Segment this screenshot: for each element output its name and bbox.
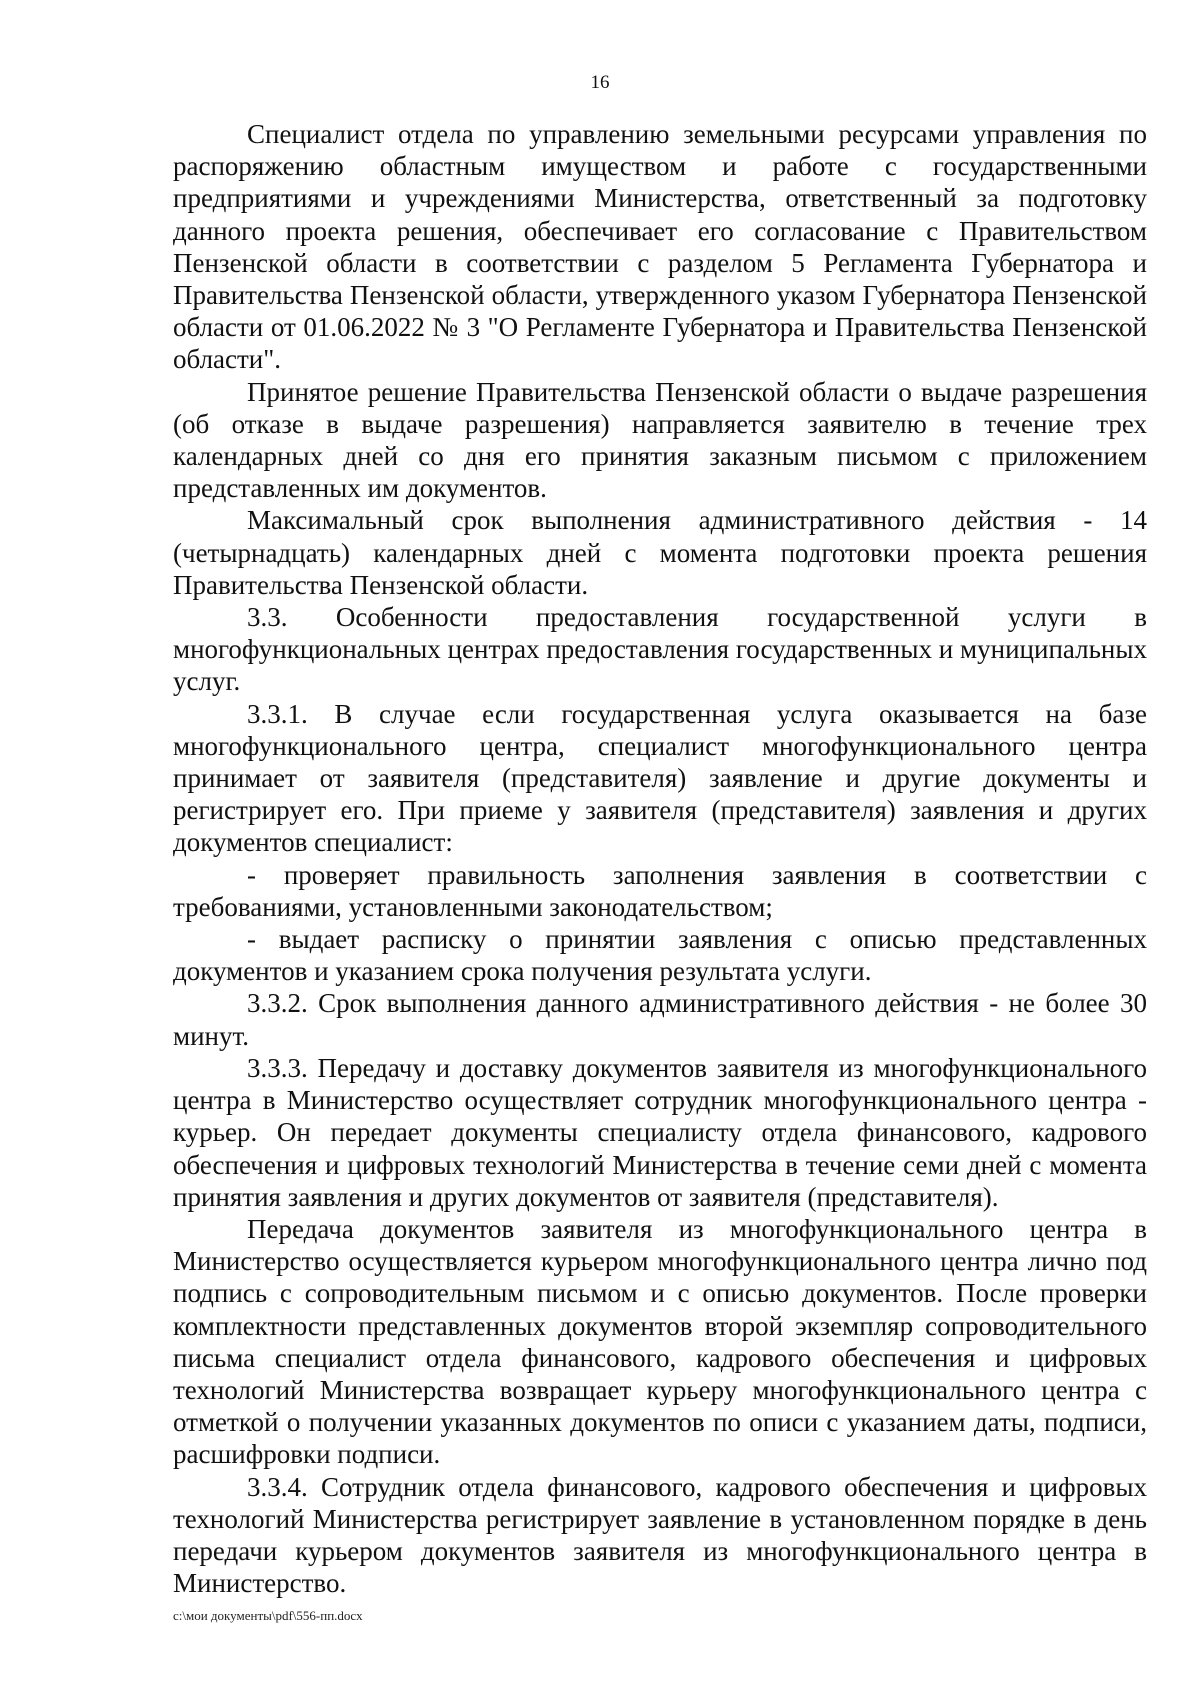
paragraph-decision-notice: Принятое решение Правительства Пензенской области о выдаче разрешения (об отказе в выдаче разрешения) направляется заявителю в течение трех календарных дней со дня его принятия заказным письмом с приложением представленных им документов.	[173, 376, 1147, 504]
document-body	[173, 118, 1147, 1599]
paragraph-3-3-3: 3.3.3. Передачу и доставку документов заявителя из многофункционального центра в Министерство осуществляет сотрудник многофункционального центра - курьер. Он передает документы специалисту отдела финансового, кадрового обеспечения и цифровых технологий Министерства в течение семи дней с момента принятия заявления и других документов от заявителя (представителя).	[173, 1052, 1147, 1212]
page-number: 16	[590, 72, 610, 93]
paragraph-approval: Специалист отдела по управлению земельными ресурсами управления по распоряжению областным имуществом и работе с государственными предприятиями и учреждениями Министерства, ответственный за подготовку данного проекта решения, обеспечивает его согласование с Правительством Пензенской области в соответствии с разделом 5 Регламента Губернатора и Правительства Пензенской области, утвержденного указом Губернатора Пензенской области от 01.06.2022 № 3 "О Регламенте Губернатора и Правительства Пензенской области".	[173, 119, 1147, 375]
paragraph-3-3-2: 3.3.2. Срок выполнения данного административного действия - не более 30 минут.	[173, 988, 1147, 1051]
paragraph-3-3-1: 3.3.1. В случае если государственная услуга оказывается на базе многофункционального центра, специалист многофункционального центра принимает от заявителя (представителя) заявление и другие документы и регистрирует его. При приеме у заявителя (представителя) заявления и других документов специалист:	[173, 698, 1147, 858]
paragraph-transfer: Передача документов заявителя из многофункционального центра в Министерство осуществляется курьером многофункционального центра лично под подпись с сопроводительным письмом и с описью документов. После проверки комплектности представленных документов второй экземпляр сопроводительного письма специалист отдела финансового, кадрового обеспечения и цифровых технологий Министерства возвращает курьеру многофункционального центра с отметкой о получении указанных документов по описи с указанием даты, подписи, расшифровки подписи.	[173, 1213, 1147, 1470]
paragraph-max-term: Максимальный срок выполнения административного действия - 14 (четырнадцать) календарных дней с момента подготовки проекта решения Правительства Пензенской области.	[173, 505, 1147, 600]
section-heading-3-3: 3.3. Особенности предоставления государственной услуги в многофункциональных центрах предоставления государственных и муниципальных услуг.	[173, 602, 1147, 697]
list-item-receipt: - выдает расписку о принятии заявления с описью представленных документов и указанием срока получения результата услуги.	[173, 924, 1147, 987]
footer-file-path: c:\мои документы\pdf\556-пп.docx	[173, 1608, 363, 1623]
paragraph-3-3-4: 3.3.4. Сотрудник отдела финансового, кадрового обеспечения и цифровых технологий Министерства регистрирует заявление в установленном порядке в день передачи курьером документов заявителя из многофункционального центра в Министерство.	[173, 1471, 1147, 1599]
list-item-check: - проверяет правильность заполнения заявления в соответствии с требованиями, установленными законодательством;	[173, 859, 1147, 922]
